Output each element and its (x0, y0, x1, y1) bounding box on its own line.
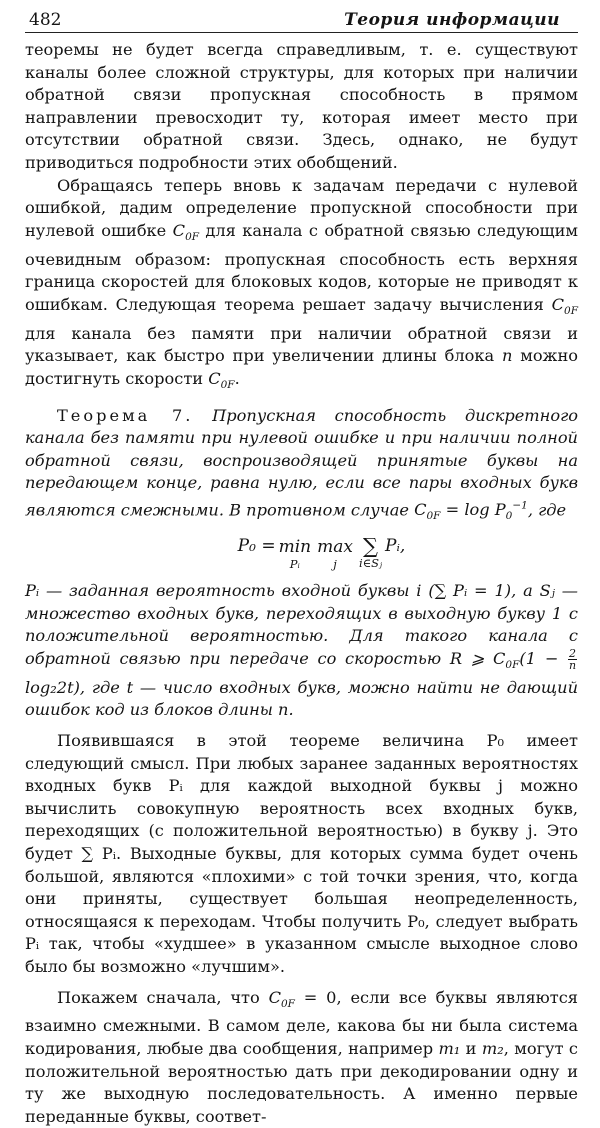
rate-formula: R ⩾ $C_{0F}(1$ − $\frac{2}{n}$ log₂2t) (25, 646, 577, 697)
theorem-label: Теорема 7. (57, 405, 194, 425)
max-operator: max j (317, 537, 353, 572)
theorem-continuation: Pᵢ — заданная вероятность входной буквы i (∑ Pᵢ = 1), а Sⱼ — множество входных букв, переходящих в выходную букву 1 с положительной вероятностью. Для такого канала с обратной связью при передаче со скоростью R ⩾ $C_{0F}(1$ − $\frac{2}{n}$ log₂2t), где t — число входных букв, можно найти не дающий ошибок код из блоков длины n. (25, 581, 578, 720)
c0f-symbol: $C_{0F}$ (268, 987, 295, 1010)
paragraph-continuation: теоремы не будет всегда справедливым, т. е. существуют каналы более сложной структуры, для которых при наличии обратной связи пропускная способность в прямом направлении превосходит ту, которая имеет место при отсутствии обратной связи. Здесь, однако, не будут приводиться подробности этих обобщений. (25, 40, 578, 172)
sum-operator: ∑ i∈Sⱼ (358, 534, 383, 571)
theorem-7: Теорема 7. Пропускная способность дискретного канала без памяти при нулевой ошибке и при наличии полной обратной связи, воспроизводящей принятые буквы на передающем конце, равна нулю, если все пары входных букв являются смежными. В противном случае $C_{0F} = \log P_0^{-1}$, где (25, 405, 578, 523)
paragraph-proof-start: Покажем сначала, что $C_{0F} = 0$, если все буквы являются взаимно смежными. В самом деле, какова бы ни была система кодирования, любые два сообщения, например m₁ и m₂, могут с положительной вероятностью дать при декодировании одну и ту же выходную последовательность. А именно первые переданные буквы, соответ- (25, 987, 578, 1126)
page-body (25, 39, 578, 1128)
c0f-symbol: $C_{0F}$ (551, 294, 578, 317)
c0f-symbol: $C_{0F}$ (208, 368, 235, 392)
paragraph-zero-error-definition: Обращаясь теперь вновь к задачам передачи с нулевой ошибкой, дадим определение пропускной способности при нулевой ошибке $C_{0F}$ для канала с обратной связью следующим очевидным образом: пропускная способность есть верхняя граница скоростей для блоковых кодов, которые не приводят к ошибкам. Следующая теорема решает задачу вычисления $C_{0F}$ для канала без памяти при наличии обратной связи и указывает, как быстро при увеличении длины блока n можно достигнуть скорости $C_{0F}$. (25, 175, 578, 392)
min-operator: min Pᵢ (278, 537, 312, 572)
paragraph-p0-meaning: Появившаяся в этой теореме величина P₀ имеет следующий смысл. При любых заранее заданных вероятностях входных букв Pᵢ для каждой выходной буквы j можно вычислить совокупную вероятность всех входных букв, переходящих (с положительной вероятностью) в букву j. Это будет ∑ Pᵢ. Выходные буквы, для которых сумма будет очень большой, являются «плохими» с той точки зрения, что, когда они приняты, существует большая неопределенность, относящаяся к переходам. Чтобы получить P₀, следует выбрать Pᵢ так, чтобы «худшее» в указанном смысле выходное слово было бы возможно «лучшим». (25, 731, 578, 976)
running-title: Теория информации (344, 10, 560, 30)
page-header (25, 4, 578, 33)
theorem-statement: Пропускная способность дискретного канала без памяти при нулевой ошибке и при наличии полной обратной связи, воспроизводящей принятые буквы на передающем конце, равна нулю, если все пары входных букв являются смежными. В противном случае (25, 405, 578, 520)
n-symbol: n (501, 346, 513, 366)
p0-formula: P₀ = min Pᵢ max j ∑ i∈Sⱼ Pᵢ, (237, 534, 406, 572)
capacity-formula: $C_{0F} = \log P_0^{-1}$ (414, 499, 528, 523)
page-number: 482 (29, 10, 62, 30)
c0f-symbol: $C_{0F}$ (172, 220, 200, 243)
